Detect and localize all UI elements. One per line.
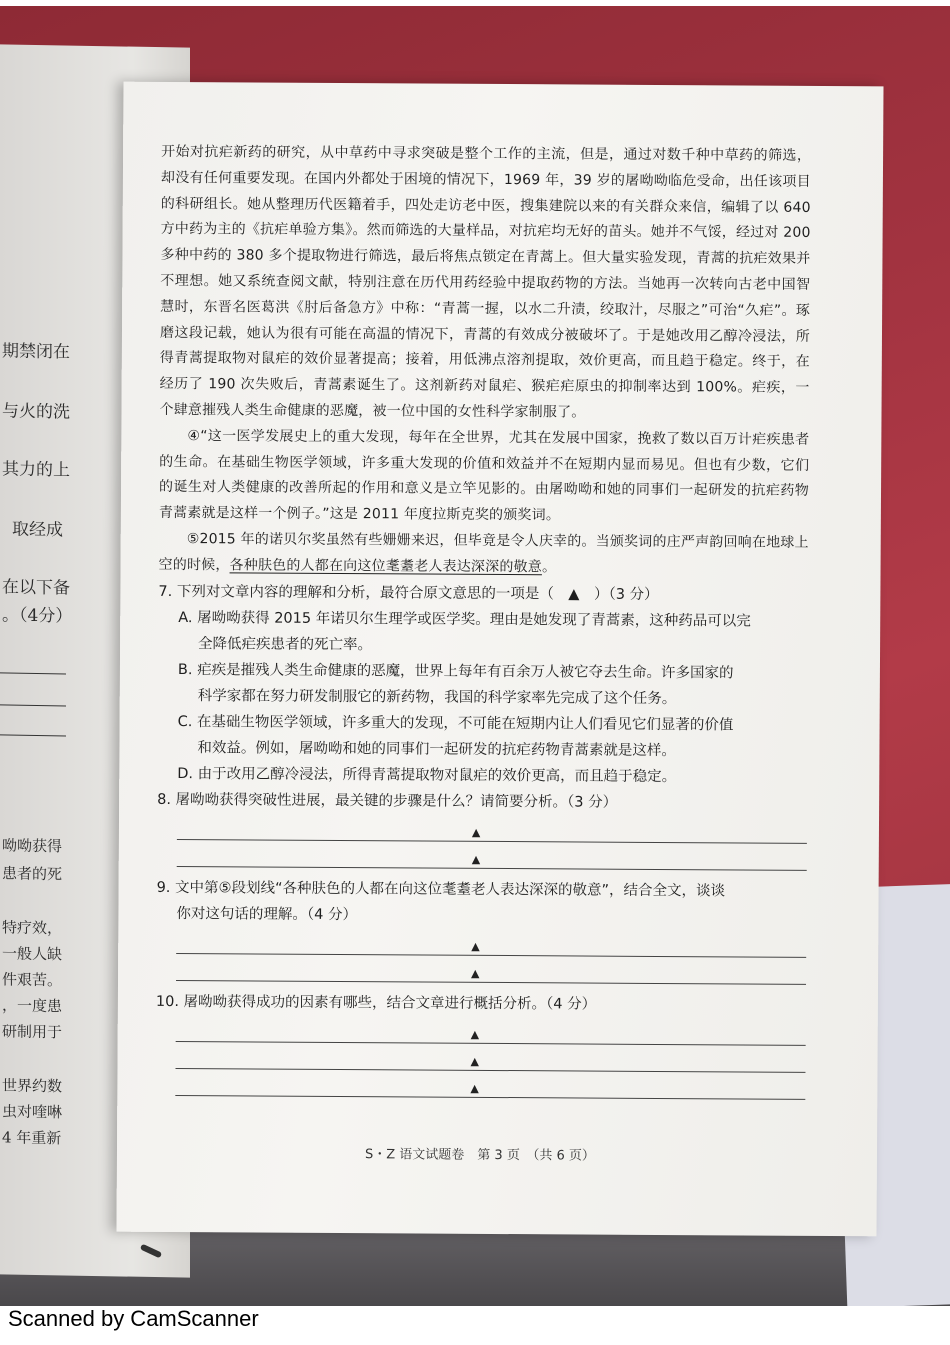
passage-paragraph-4: ④“这一医学发展史上的重大发现，每年在全世界，尤其在发展中国家，挽救了数以百万计疟疾患者的生命。在基础生物医学领域，许多重大发现的价值和效益并不在短期内显而易见。但也有少数，它们的诞生对人类健康的改善所起的作用和意义是立竿见影的。由屠呦呦和她的同事们一起研发的抗疟药物青蒿素就是这样一个例子。”这是 2011 年度拉斯克奖的颁奖词。 bbox=[158, 427, 810, 524]
answer-line[interactable] bbox=[176, 1015, 806, 1046]
underlined-sentence: 各种肤色的人都在向这位耄耋老人表达深深的敬意 bbox=[229, 557, 543, 576]
page-content bbox=[155, 140, 812, 1164]
option-b: B. 疟疾是摧残人类生命健康的恶魔，世界上每年有百余万人被它夺去生命。许多国家的 bbox=[177, 661, 734, 681]
left-text-fragment: 取经成 bbox=[12, 519, 63, 541]
left-text-fragment: 世界约数 bbox=[2, 1076, 63, 1096]
left-text-fragment: 。（4分） bbox=[2, 605, 73, 627]
answer-line[interactable] bbox=[177, 813, 807, 844]
option-a-cont: 全降低疟疾患者的死亡率。 bbox=[198, 635, 373, 653]
left-text-fragment: 其力的上 bbox=[2, 459, 70, 481]
option-a: A. 屠呦呦获得 2015 年诺贝尔生理学或医学奖。理由是她发现了青蒿素，这种药品可以完 bbox=[178, 609, 751, 630]
page-footer: S・Z 语文试题卷 第 3 页 （共 6 页） bbox=[364, 1147, 595, 1164]
blank-mark: ▲ bbox=[470, 1081, 479, 1095]
left-text-fragment: 件艰苦。 bbox=[2, 970, 63, 990]
passage-paragraph-3: 开始对抗疟新药的研究，从中草药中寻求突破是整个工作的主流，但是，通过对数千种中草药的筛选，却没有任何重要发现。在国内外都处于困境的情况下，1969 年，39 岁的屠呦呦临危受命，出任该项目的科研组长。她从整理历代医籍着手，四处走访老中医，搜集建院以来的有关群众来信，编辑了以 640 方中药为主的《抗疟单验方集》。然而筛选的大量样品，对抗疟均无好的苗头。她并不气馁，经过对 200 多种中药的 380 多个提取物进行筛选，最后将焦点锁定在青蒿上。但大量实验发现，青蒿的抗疟效果并不理想。她又系统查阅文献，特别注意在历代用药经验中提取药物的方法。当她再一次转向古老中国智慧时，东晋名医葛洪《肘后备急方》中称：“青蒿一握，以水二升渍，绞取汁，尽服之”可治“久疟”。琢磨这段记载，她认为很有可能在高温的情况下，青蒿的有效成分被破坏了。于是她改用乙醇冷浸法，所得青蒿提取物对鼠疟的效价显著提高；接着，用低沸点溶剂提取，效价更高，而且趋于稳定。终于，在经历了 190 次失败后，青蒿素诞生了。这剂新药对鼠疟、猴疟疟原虫的抑制率达到 100%。疟疾，一个肆意摧残人类生命健康的恶魔，被一位中国的女性科学家制服了。 bbox=[159, 143, 812, 421]
left-text-fragment: 4 年重新 bbox=[2, 1128, 62, 1148]
scanned-photo bbox=[0, 6, 950, 1306]
left-text-fragment: 特疗效， bbox=[2, 918, 63, 938]
left-text-fragment: ，一度患 bbox=[2, 996, 63, 1016]
option-d: D. 由于改用乙醇冷浸法，所得青蒿提取物对鼠疟的效价更高，而且趋于稳定。 bbox=[177, 765, 677, 785]
blank-mark: ▲ bbox=[471, 939, 480, 953]
blank-mark: ▲ bbox=[470, 1054, 480, 1068]
p5-text: ⑤2015 年的诺贝尔奖虽然有些姗姗来迟，但毕竟是令人庆幸的。当颁奖词的庄严声韵回响在地球上空的时候， bbox=[158, 531, 809, 574]
answer-line[interactable] bbox=[177, 840, 807, 871]
option-c-cont: 和效益。例如，屠呦呦和她的同事们一起研发的抗疟药物青蒿素就是这样。 bbox=[197, 739, 676, 759]
left-text-fragment: 与火的洗 bbox=[2, 401, 70, 423]
option-b-cont: 科学家都在努力研发制服它的新药物，我国的科学家率先完成了这个任务。 bbox=[197, 687, 677, 707]
left-text-fragment: 虫对喹啉 bbox=[2, 1102, 63, 1122]
option-c: C. 在基础生物医学领域，许多重大的发现，不可能在短期内让人们看见它们显著的价值 bbox=[177, 713, 734, 733]
blank-mark: ▲ bbox=[471, 966, 480, 980]
question-8: 8. 屠呦呦获得突破性进展，最关键的步骤是什么？请简要分析。（3 分） bbox=[157, 791, 618, 811]
answer-line[interactable] bbox=[176, 927, 806, 958]
exam-page bbox=[116, 82, 883, 1237]
left-text-fragment: 在以下备 bbox=[2, 577, 70, 599]
blank-mark: ▲ bbox=[470, 1027, 480, 1041]
left-text-fragment: 研制用于 bbox=[2, 1022, 63, 1042]
scanner-caption: Scanned by CamScanner bbox=[8, 1306, 259, 1331]
left-text-fragment: 患者的死 bbox=[2, 864, 63, 884]
answer-line[interactable] bbox=[175, 1042, 805, 1073]
blank-mark: ▲ bbox=[471, 852, 481, 866]
passage-paragraph-5 bbox=[158, 527, 808, 583]
p5-end: 。 bbox=[541, 559, 557, 576]
left-text-fragment: 呦呦获得 bbox=[2, 836, 63, 856]
question-7: 7. 下列对文章内容的理解和分析，最符合原文意思的一项是（ ▲ ）（3 分） bbox=[158, 583, 659, 603]
question-9: 9. 文中第⑤段划线“各种肤色的人都在向这位耄耋老人表达深深的敬意”，结合全文，谈谈 bbox=[156, 879, 726, 899]
answer-line[interactable] bbox=[176, 954, 806, 985]
left-text-fragment: 一般人缺 bbox=[2, 944, 63, 964]
answer-line[interactable] bbox=[175, 1069, 805, 1100]
question-10: 10. 屠呦呦获得成功的因素有哪些，结合文章进行概括分析。（4 分） bbox=[155, 993, 597, 1013]
question-9-cont: 你对这句话的理解。（4 分） bbox=[176, 905, 358, 923]
blank-mark: ▲ bbox=[471, 825, 481, 839]
left-text-fragment: 期禁闭在 bbox=[2, 341, 70, 363]
